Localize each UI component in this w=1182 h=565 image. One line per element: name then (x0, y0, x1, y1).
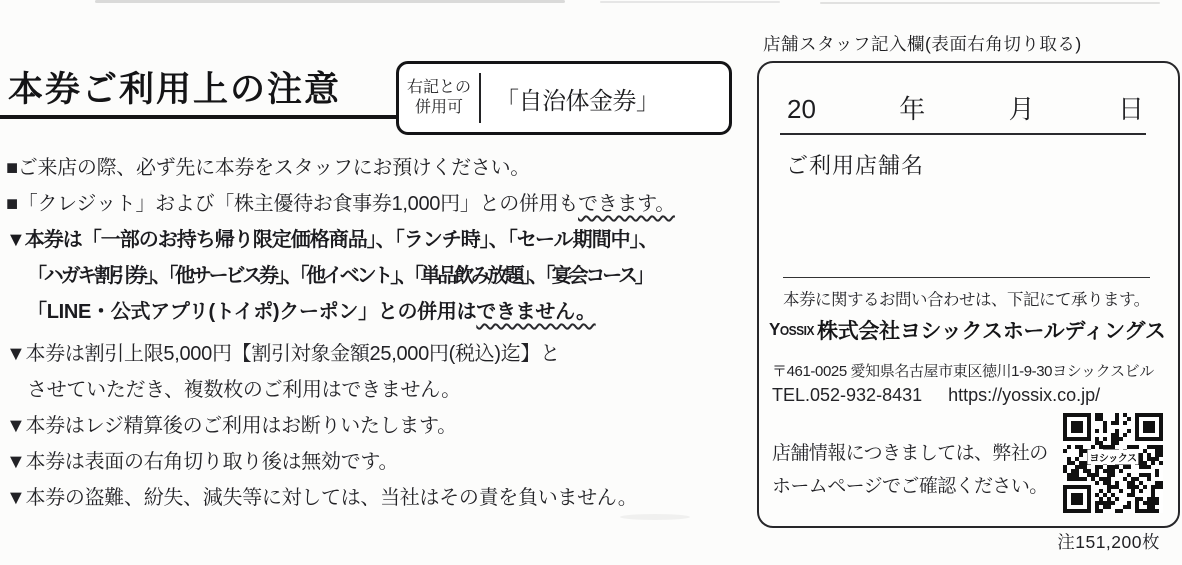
date-day-label: 日 (1117, 94, 1144, 124)
phone-number: TEL.052-932-8431 (772, 385, 923, 405)
scan-artifact (95, 0, 565, 3)
print-count: 注151,200枚 (1057, 532, 1160, 552)
note-line: ■ご来店の際、必ず先に本券をスタッフにお預けください。 (6, 157, 530, 179)
contact-line (772, 385, 1100, 406)
note-line: ▼本券はレジ精算後のご利用はお断りいたします。 (6, 415, 457, 437)
qr-label: ヨシックス (1087, 450, 1138, 465)
page-title: 本券ご利用上の注意 (8, 70, 342, 109)
yossix-logo: Yossix (769, 319, 815, 340)
contact-divider (783, 277, 1150, 278)
contact-note: 本券に関するお問い合わせは、下記にて承ります。 (783, 291, 1150, 309)
date-row (787, 89, 1144, 126)
combinable-note-line1: 右記との (406, 79, 471, 96)
note-line: 「LINE・公式アプリ(トイポ)クーポン」との併用はできません。 (27, 301, 596, 323)
staff-box-title: 店舗スタッフ記入欄(表面右角切り取る) (763, 34, 1082, 54)
combinable-note (399, 78, 479, 118)
note-line: ▼本券は割引上限5,000円【割引対象金額25,000円(税込)迄】と (6, 343, 560, 365)
note-line: ■「クレジット」および「株主優待お食事券1,000円」との併用もできます。 (6, 193, 675, 215)
scan-artifact (600, 1, 780, 3)
date-prefix: 20 (787, 94, 816, 124)
company-row (769, 315, 1166, 345)
date-month-label: 月 (1008, 94, 1035, 124)
combinable-note-line2: 併用可 (414, 99, 463, 116)
usage-notes (6, 150, 748, 516)
store-info-note: 店舗情報につきましては、弊社の ホームページでご確認ください。 (772, 443, 1048, 497)
date-year-label: 年 (899, 94, 926, 124)
combinable-voucher-box (396, 61, 732, 135)
note-line: ▼本券の盗難、紛失、減失等に対しては、当社はその責を負いません。 (6, 487, 638, 509)
staff-entry-box (757, 61, 1180, 528)
website-url: https://yossix.co.jp/ (948, 385, 1101, 405)
store-name-label: ご利用店舗名 (786, 153, 925, 178)
date-write-line (780, 133, 1146, 135)
scan-artifact (820, 2, 1160, 4)
note-line: 「ハガキ割引券」、「他サービス券」、「他イベント」、「単品飲み放題」、「宴会コース」 (27, 265, 652, 287)
qr-code (1063, 413, 1163, 513)
title-underline (0, 115, 404, 119)
note-line: ▼本券は「一部のお持ち帰り限定価格商品」、「ランチ時」、「セール期間中」、 (6, 229, 658, 251)
combinable-voucher-name: 「自治体金券」 (495, 87, 660, 115)
company-address: 〒461-0025 愛知県名古屋市東区徳川1-9-30ヨシックスビル (772, 363, 1154, 380)
company-name: 株式会社ヨシックスホールディングス (817, 320, 1166, 343)
note-line: ▼本券は表面の右角切り取り後は無効です。 (6, 451, 399, 473)
note-line: させていただき、複数枚のご利用はできません。 (27, 379, 461, 401)
